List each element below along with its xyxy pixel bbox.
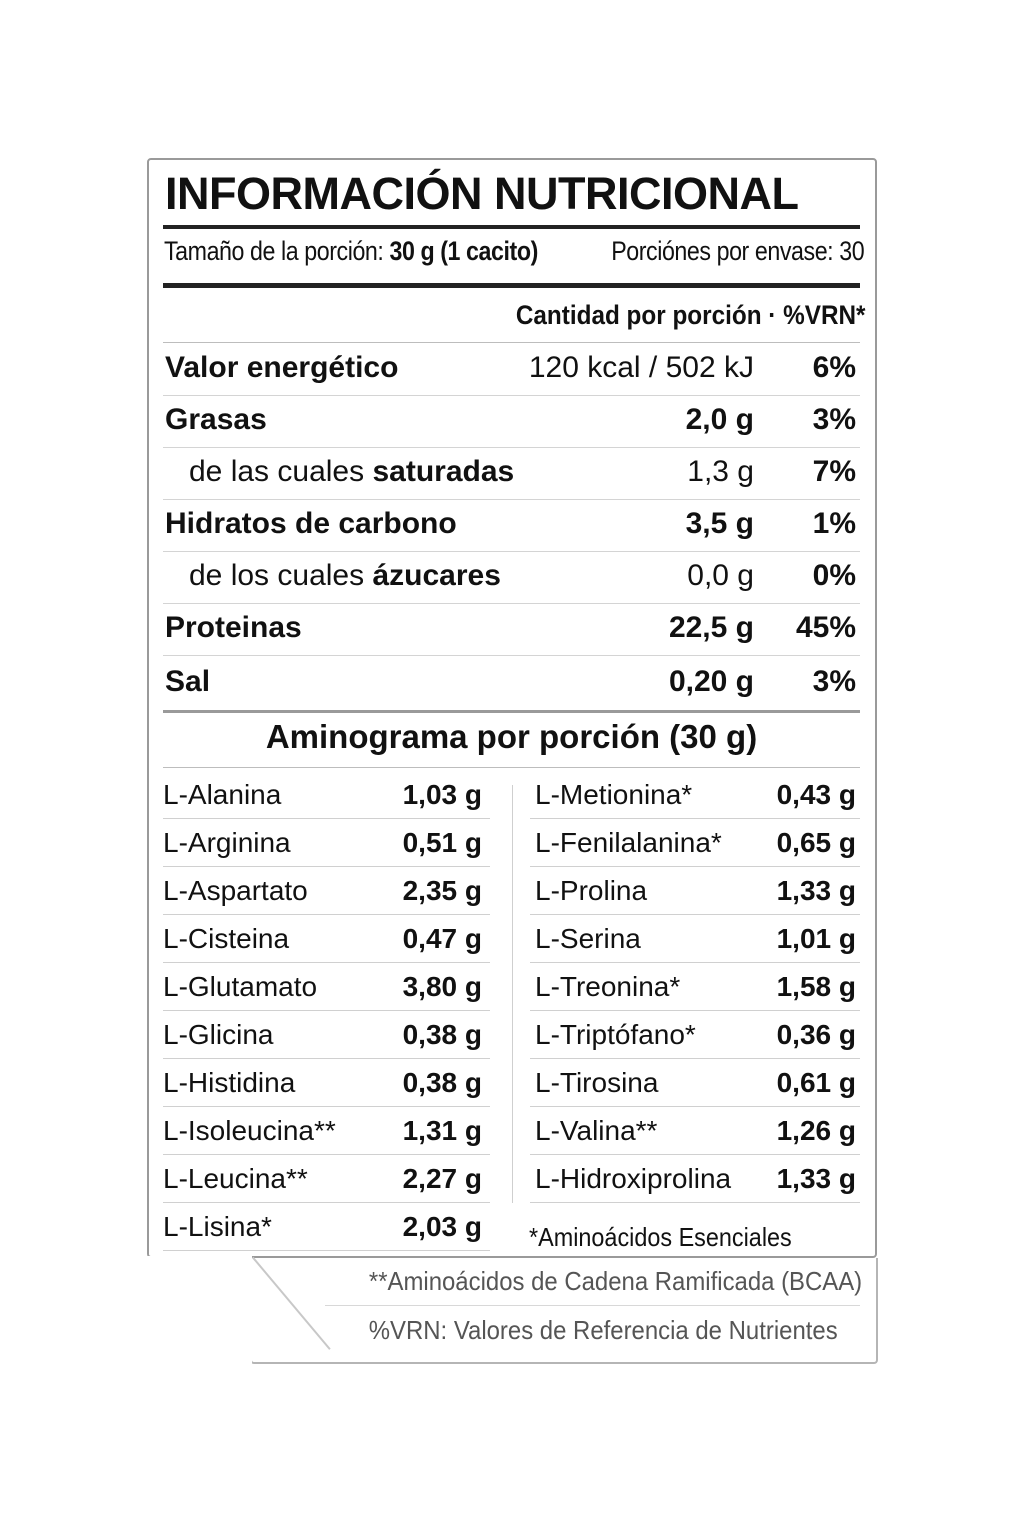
amino-row — [163, 915, 490, 963]
nutrient-label: Grasas — [165, 403, 267, 436]
nutrient-bottom-divider — [163, 710, 860, 713]
column-divider — [512, 785, 513, 1203]
panel-corner-cutout — [147, 1256, 252, 1366]
amino-name: L-Cisteina — [163, 923, 290, 954]
amino-value: 1,33 g — [776, 875, 856, 906]
portions-per-container: Porciónes por envase: 30 — [610, 236, 864, 266]
amino-name: L-Histidina — [163, 1067, 296, 1098]
footnote-vrn: %VRN: Valores de Referencia de Nutrientes — [369, 1315, 838, 1345]
nutrient-label: Proteinas — [165, 611, 302, 644]
amino-value: 1,33 g — [776, 1163, 856, 1194]
nutrient-vrn: 3% — [812, 403, 856, 436]
amino-name: L-Metionina* — [535, 779, 693, 810]
amino-row — [163, 819, 490, 867]
amino-value: 0,65 g — [776, 827, 856, 858]
amino-row — [530, 867, 860, 915]
amino-value: 0,51 g — [402, 827, 482, 858]
amino-name: L-Glicina — [163, 1019, 274, 1050]
amino-value: 2,35 g — [402, 875, 482, 906]
amino-row — [163, 1107, 490, 1155]
amino-row — [163, 1059, 490, 1107]
amino-row — [530, 1011, 860, 1059]
amino-name: L-Prolina — [535, 875, 648, 906]
amino-row — [163, 1155, 490, 1203]
label-title: INFORMACIÓN NUTRICIONAL — [165, 168, 799, 219]
title-divider — [163, 225, 860, 229]
amino-row — [530, 915, 860, 963]
amino-name: L-Hidroxiprolina — [535, 1163, 732, 1194]
amino-name: L-Leucina** — [163, 1163, 308, 1194]
amino-name: L-Glutamato — [163, 971, 318, 1002]
amino-name: L-Arginina — [163, 827, 291, 858]
amino-name: L-Fenilalanina* — [535, 827, 722, 858]
footnote-essential: *Aminoácidos Esenciales — [529, 1222, 792, 1252]
amino-row — [530, 771, 860, 819]
amino-row — [530, 1155, 860, 1203]
amino-value: 0,61 g — [776, 1067, 856, 1098]
amino-name: L-Aspartato — [163, 875, 308, 906]
nutrient-vrn: 0% — [812, 559, 856, 592]
nutrient-row — [163, 551, 860, 604]
nutrient-row — [163, 499, 860, 552]
nutrient-vrn: 1% — [812, 507, 856, 540]
serving-size — [164, 236, 538, 267]
nutrient-row — [163, 343, 860, 396]
amino-value: 0,38 g — [402, 1019, 482, 1050]
amino-row — [530, 963, 860, 1011]
amino-row — [163, 1203, 490, 1251]
nutrient-vrn: 3% — [812, 665, 856, 698]
nutrient-label: Hidratos de carbono — [165, 507, 457, 540]
nutrient-amount: 22,5 g — [668, 611, 754, 644]
amino-value: 3,80 g — [402, 971, 482, 1002]
amino-value: 0,36 g — [776, 1019, 856, 1050]
amino-name: L-Alanina — [163, 779, 282, 810]
nutrient-row — [163, 657, 860, 709]
footnote-bcaa: **Aminoácidos de Cadena Ramificada (BCAA) — [368, 1266, 862, 1296]
nutrient-label-emphasis: ázucares — [372, 559, 501, 592]
amino-row — [163, 963, 490, 1011]
amino-value: 1,03 g — [402, 779, 482, 810]
nutrient-label-prefix: de las cuales — [189, 455, 373, 488]
amino-name: L-Valina** — [535, 1115, 658, 1146]
nutrient-row — [163, 395, 860, 448]
amino-name: L-Serina — [535, 923, 641, 954]
amino-row — [530, 1107, 860, 1155]
amino-name: L-Isoleucina** — [163, 1115, 336, 1146]
nutrient-amount: 2,0 g — [685, 403, 754, 436]
serving-divider — [163, 283, 860, 288]
amino-row — [530, 819, 860, 867]
nutrient-amount: 0,0 g — [687, 559, 754, 592]
aminogram-title: Aminograma por porción (30 g) — [265, 718, 758, 755]
serving-size-value: 30 g (1 cacito) — [389, 236, 538, 266]
nutrient-label: Sal — [165, 665, 211, 698]
amino-value: 1,26 g — [776, 1115, 856, 1146]
nutrient-amount: 0,20 g — [668, 665, 754, 698]
serving-size-label: Tamaño de la porción: — [164, 236, 384, 266]
nutrient-label-emphasis: saturadas — [372, 455, 515, 488]
amino-row — [163, 867, 490, 915]
amino-name: L-Tirosina — [535, 1067, 659, 1098]
nutrient-row — [163, 447, 860, 500]
nutrient-label — [189, 455, 514, 489]
amino-value: 1,01 g — [776, 923, 856, 954]
amino-name: L-Triptófano* — [535, 1019, 696, 1050]
amino-row — [530, 1059, 860, 1107]
amino-value: 2,27 g — [402, 1163, 482, 1194]
amino-value: 0,38 g — [402, 1067, 482, 1098]
amino-name: L-Treonina* — [535, 971, 681, 1002]
amino-value: 2,03 g — [402, 1211, 482, 1242]
amino-row — [163, 771, 490, 819]
nutrient-label-prefix: de los cuales — [189, 559, 373, 592]
amino-value: 1,31 g — [402, 1115, 482, 1146]
nutrient-amount: 120 kcal / 502 kJ — [528, 351, 754, 384]
nutrient-row — [163, 603, 860, 656]
nutrient-amount: 3,5 g — [685, 507, 754, 540]
amino-value: 1,58 g — [776, 971, 856, 1002]
nutrient-amount: 1,3 g — [687, 455, 754, 488]
aminogram-divider — [163, 767, 860, 768]
nutrient-vrn: 45% — [795, 611, 856, 644]
nutrient-vrn: 7% — [812, 455, 856, 488]
nutrient-vrn: 6% — [812, 351, 856, 384]
column-header: Cantidad por porción · %VRN* — [516, 300, 866, 330]
amino-value: 0,43 g — [776, 779, 856, 810]
nutrient-label: Valor energético — [165, 351, 399, 384]
amino-row — [163, 1011, 490, 1059]
amino-value: 0,47 g — [402, 923, 482, 954]
amino-name: L-Lisina* — [163, 1211, 272, 1242]
footnote-divider — [325, 1305, 860, 1306]
nutrient-label — [189, 559, 501, 593]
